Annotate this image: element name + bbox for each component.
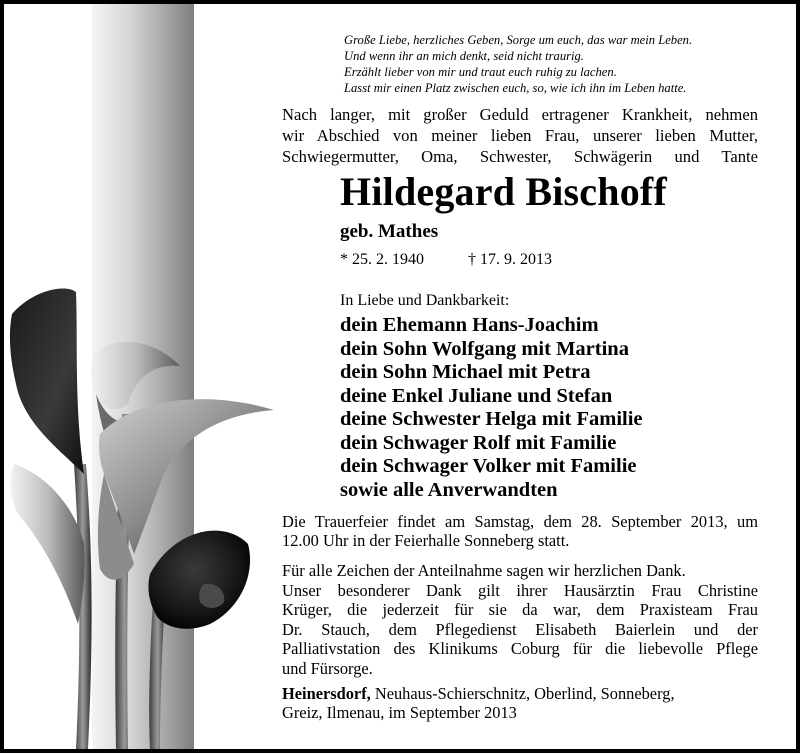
special-thanks-line: und Fürsorge. xyxy=(282,658,373,678)
funeral-line: 12.00 Uhr in der Feierhalle Sonneberg statt. xyxy=(282,531,570,551)
special-thanks xyxy=(282,581,758,678)
poem-line: Lasst mir einen Platz zwischen euch, so, wie ich ihn im Leben hatte. xyxy=(344,81,687,95)
life-dates xyxy=(340,249,552,271)
mourners-list xyxy=(340,314,643,502)
mourner-line: dein Sohn Michael mit Petra xyxy=(340,361,591,383)
mourners-intro: In Liebe und Dankbarkeit: xyxy=(340,292,510,309)
poem-line: Große Liebe, herzliches Geben, Sorge um euch, das war mein Leben. xyxy=(344,33,693,47)
mourner-line: dein Schwager Volker mit Familie xyxy=(340,455,637,477)
funeral-line: Die Trauerfeier findet am Samstag, dem 28. September 2013, um xyxy=(282,512,758,531)
intro-line: Nach langer, mit großer Geduld ertragener Krankheit, nehmen xyxy=(282,105,758,124)
death-date: † 17. 9. 2013 xyxy=(468,251,552,268)
deceased-name: Hildegard Bischoff xyxy=(340,169,667,214)
funeral-info xyxy=(282,512,758,551)
closing-line xyxy=(282,684,758,703)
calla-lily-image xyxy=(4,284,284,749)
mourner-line: deine Enkel Juliane und Stefan xyxy=(340,384,613,407)
mourner-line: dein Ehemann Hans-Joachim xyxy=(340,314,599,336)
closing-place: Heinersdorf, xyxy=(282,684,371,703)
poem-line: Und wenn ihr an mich denkt, seid nicht traurig. xyxy=(344,49,584,63)
mourner-line: dein Sohn Wolfgang mit Martina xyxy=(340,337,629,360)
gratitude-text xyxy=(282,561,758,580)
closing-line: Greiz, Ilmenau, im September 2013 xyxy=(282,703,517,723)
maiden-name: geb. Mathes xyxy=(340,221,439,242)
special-thanks-line: Unser besonderer Dank gilt ihrer Hausärztin Frau Christine xyxy=(282,581,758,600)
intro-line: Schwiegermutter, Oma, Schwester, Schwägerin und Tante xyxy=(282,147,758,166)
mourner-line: dein Schwager Rolf mit Familie xyxy=(340,431,617,454)
gratitude-line: Für alle Zeichen der Anteilnahme sagen wir herzlichen Dank. xyxy=(282,561,686,580)
closing-places xyxy=(282,684,758,723)
special-thanks-line: Krüger, die jederzeit für sie da war, dem Praxisteam Frau xyxy=(282,600,758,620)
mourner-line: sowie alle Anverwandten xyxy=(340,478,558,501)
poem-line: Erzählt lieber von mir und traut euch ruhig zu lachen. xyxy=(344,65,617,79)
special-thanks-line: Palliativstation des Klinikums Coburg für die liebevolle Pflege xyxy=(282,639,758,659)
birth-date: * 25. 2. 1940 xyxy=(340,251,424,268)
intro-text xyxy=(282,104,758,167)
mourner-line: deine Schwester Helga mit Familie xyxy=(340,408,643,430)
closing-places-rest: Neuhaus-Schierschnitz, Oberlind, Sonneberg, xyxy=(374,684,675,703)
special-thanks-line: Dr. Stauch, dem Pflegedienst Elisabeth Baierlein und der xyxy=(282,619,758,639)
poem xyxy=(344,32,764,96)
intro-line: wir Abschied von meiner lieben Frau, unserer lieben Mutter, xyxy=(282,126,758,145)
